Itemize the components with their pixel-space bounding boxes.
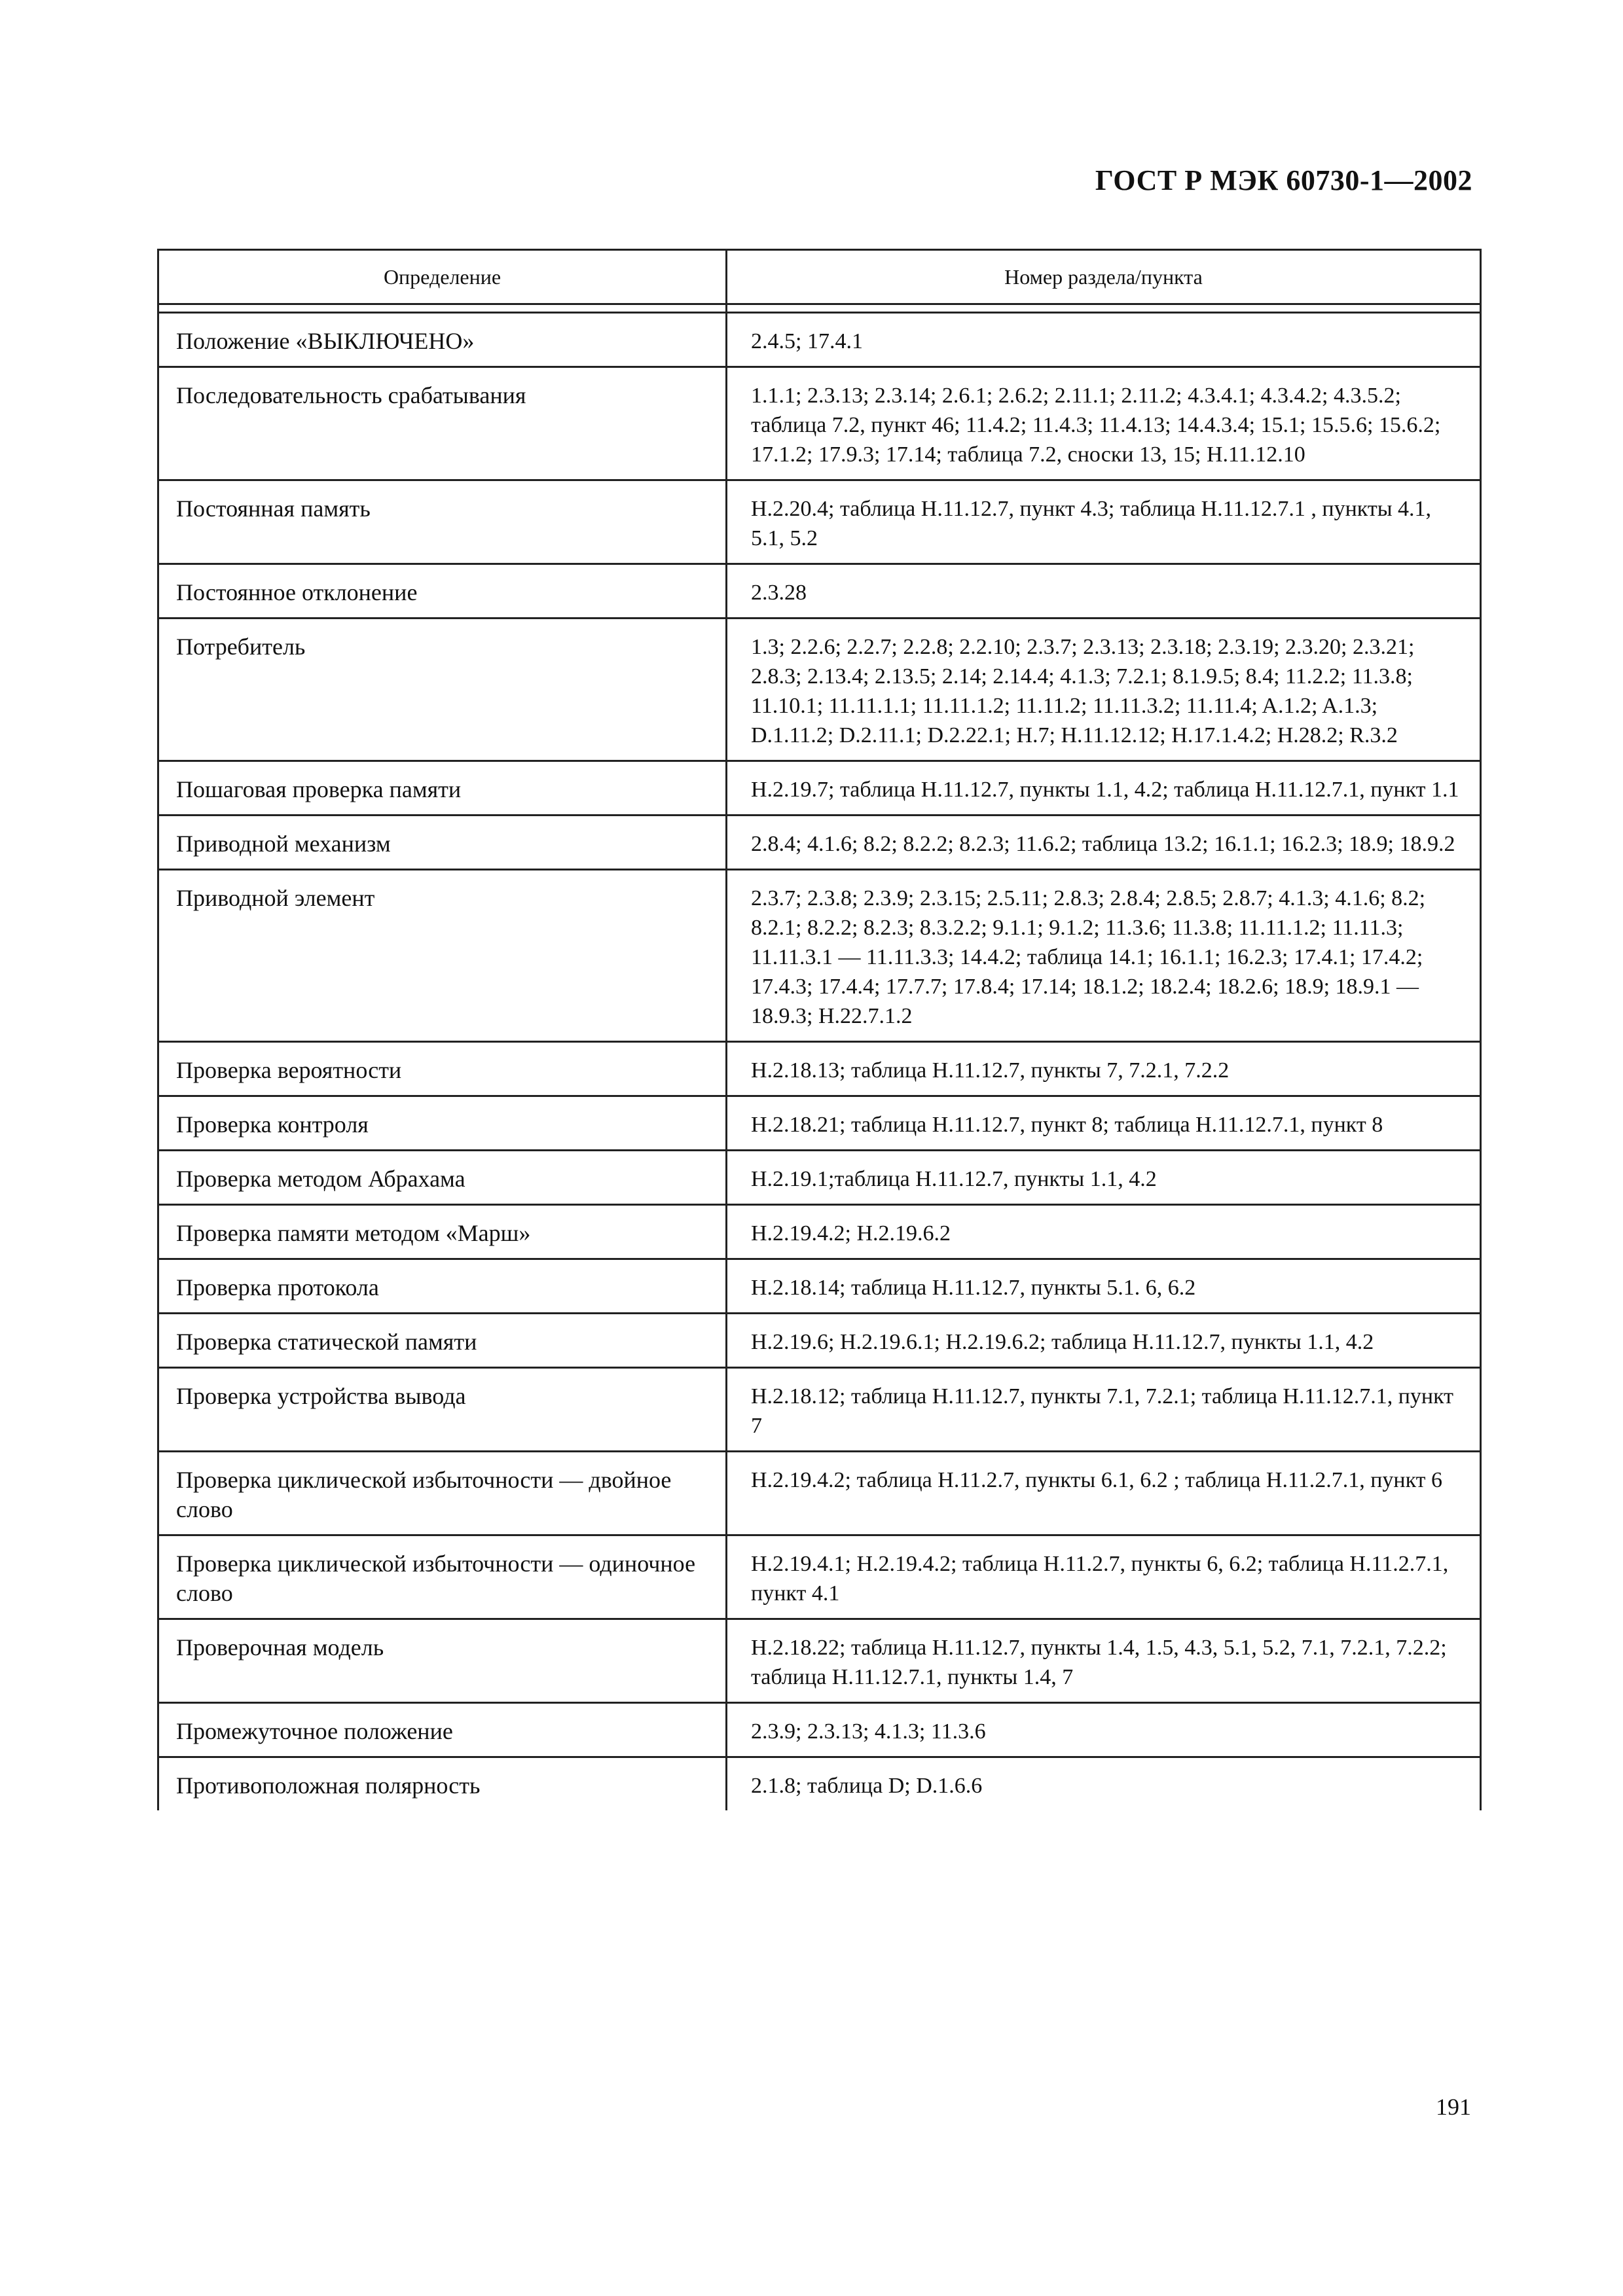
term-cell: Проверка циклической избыточности — двойное слово [158,1452,727,1535]
term-cell: Проверочная модель [158,1619,727,1703]
term-cell: Проверка контроля [158,1096,727,1151]
page-number: 191 [1436,2094,1471,2120]
table-row [158,367,1481,480]
term-cell: Промежуточное положение [158,1703,727,1757]
section-refs-cell: H.2.18.21; таблица H.11.12.7, пункт 8; таблица H.11.12.7.1, пункт 8 [727,1096,1481,1151]
table-row [158,870,1481,1042]
term-cell: Проверка циклической избыточности — одиночное слово [158,1535,727,1619]
table-row [158,1535,1481,1619]
term-cell: Пошаговая проверка памяти [158,761,727,816]
column-header-section-number: Номер раздела/пункта [727,250,1481,304]
term-cell: Последовательность срабатывания [158,367,727,480]
table-row [158,1096,1481,1151]
table-header [158,250,1481,304]
column-header-definition: Определение [158,250,727,304]
table-row [158,564,1481,619]
header-gap [158,304,1481,313]
table-row [158,1452,1481,1535]
term-cell: Приводной механизм [158,816,727,870]
section-refs-cell: 1.1.1; 2.3.13; 2.3.14; 2.6.1; 2.6.2; 2.11.1; 2.11.2; 4.3.4.1; 4.3.4.2; 4.3.5.2; таблица 7.2, пункт 46; 11.4.2; 11.4.3; 11.4.13; 14.4.3.4; 15.1; 15.5.6; 15.6.2; 17.1.2; 17.9.3; 17.14; таблица 7.2, сноски 13, 15; H.11.12.10 [727,367,1481,480]
index-table [157,249,1482,1810]
table-row [158,1205,1481,1259]
term-cell: Проверка памяти методом «Марш» [158,1205,727,1259]
term-cell: Приводной элемент [158,870,727,1042]
term-cell: Проверка статической памяти [158,1314,727,1368]
section-refs-cell: H.2.19.1;таблица H.11.12.7, пункты 1.1, 4.2 [727,1151,1481,1205]
term-cell: Проверка устройства вывода [158,1368,727,1452]
section-refs-cell: H.2.18.13; таблица H.11.12.7, пункты 7, 7.2.1, 7.2.2 [727,1042,1481,1096]
table-row [158,1757,1481,1811]
section-refs-cell: H.2.20.4; таблица H.11.12.7, пункт 4.3; таблица H.11.12.7.1 , пункты 4.1, 5.1, 5.2 [727,480,1481,564]
section-refs-cell: H.2.18.14; таблица H.11.12.7, пункты 5.1. 6, 6.2 [727,1259,1481,1314]
table-row [158,1703,1481,1757]
term-cell: Проверка протокола [158,1259,727,1314]
section-refs-cell: H.2.19.4.1; H.2.19.4.2; таблица H.11.2.7, пункты 6, 6.2; таблица H.11.2.7.1, пункт 4.1 [727,1535,1481,1619]
index-table-container [157,249,1480,1810]
table-row [158,816,1481,870]
section-refs-cell: 2.1.8; таблица D; D.1.6.6 [727,1757,1481,1811]
document-header: ГОСТ Р МЭК 60730-1—2002 [1095,164,1472,196]
table-row [158,1314,1481,1368]
header-row [158,250,1481,304]
table-row [158,1151,1481,1205]
section-refs-cell: H.2.19.4.2; H.2.19.6.2 [727,1205,1481,1259]
table-row [158,480,1481,564]
table-row [158,1042,1481,1096]
term-cell: Потребитель [158,619,727,761]
table-row [158,1259,1481,1314]
term-cell: Постоянное отклонение [158,564,727,619]
term-cell: Постоянная память [158,480,727,564]
section-refs-cell: H.2.18.12; таблица H.11.12.7, пункты 7.1, 7.2.1; таблица H.11.12.7.1, пункт 7 [727,1368,1481,1452]
section-refs-cell: H.2.19.7; таблица H.11.12.7, пункты 1.1, 4.2; таблица H.11.12.7.1, пункт 1.1 [727,761,1481,816]
section-refs-cell: H.2.19.4.2; таблица H.11.2.7, пункты 6.1, 6.2 ; таблица H.11.2.7.1, пункт 6 [727,1452,1481,1535]
section-refs-cell: 2.8.4; 4.1.6; 8.2; 8.2.2; 8.2.3; 11.6.2; таблица 13.2; 16.1.1; 16.2.3; 18.9; 18.9.2 [727,816,1481,870]
table-row [158,1368,1481,1452]
term-cell: Проверка вероятности [158,1042,727,1096]
term-cell: Проверка методом Абрахама [158,1151,727,1205]
section-refs-cell: H.2.18.22; таблица H.11.12.7, пункты 1.4, 1.5, 4.3, 5.1, 5.2, 7.1, 7.2.1, 7.2.2; таблица H.11.12.7.1, пункты 1.4, 7 [727,1619,1481,1703]
section-refs-cell: 1.3; 2.2.6; 2.2.7; 2.2.8; 2.2.10; 2.3.7; 2.3.13; 2.3.18; 2.3.19; 2.3.20; 2.3.21; 2.8.3; 2.13.4; 2.13.5; 2.14; 2.14.4; 4.1.3; 7.2.1; 8.1.9.5; 8.4; 11.2.2; 11.3.8; 11.10.1; 11.11.1.1; 11.11.1.2; 11.11.2; 11.11.3.2; 11.11.4; A.1.2; A.1.3; D.1.11.2; D.2.11.1; D.2.22.1; H.7; H.11.12.12; H.17.1.4.2; H.28.2; R.3.2 [727,619,1481,761]
term-cell: Положение «ВЫКЛЮЧЕНО» [158,313,727,367]
section-refs-cell: H.2.19.6; H.2.19.6.1; H.2.19.6.2; таблица H.11.12.7, пункты 1.1, 4.2 [727,1314,1481,1368]
section-refs-cell: 2.4.5; 17.4.1 [727,313,1481,367]
table-row [158,619,1481,761]
section-refs-cell: 2.3.7; 2.3.8; 2.3.9; 2.3.15; 2.5.11; 2.8.3; 2.8.4; 2.8.5; 2.8.7; 4.1.3; 4.1.6; 8.2; 8.2.1; 8.2.2; 8.2.3; 8.3.2.2; 9.1.1; 9.1.2; 11.3.6; 11.3.8; 11.11.1.2; 11.11.3; 11.11.3.1 — 11.11.3.3; 14.4.2; таблица 14.1; 16.1.1; 16.2.3; 17.4.1; 17.4.2; 17.4.3; 17.4.4; 17.7.7; 17.8.4; 17.14; 18.1.2; 18.2.4; 18.2.6; 18.9; 18.9.1 — 18.9.3; H.22.7.1.2 [727,870,1481,1042]
table-row [158,761,1481,816]
table-body [158,304,1481,1811]
section-refs-cell: 2.3.9; 2.3.13; 4.1.3; 11.3.6 [727,1703,1481,1757]
section-refs-cell: 2.3.28 [727,564,1481,619]
table-row [158,1619,1481,1703]
table-row [158,313,1481,367]
term-cell: Противоположная полярность [158,1757,727,1811]
